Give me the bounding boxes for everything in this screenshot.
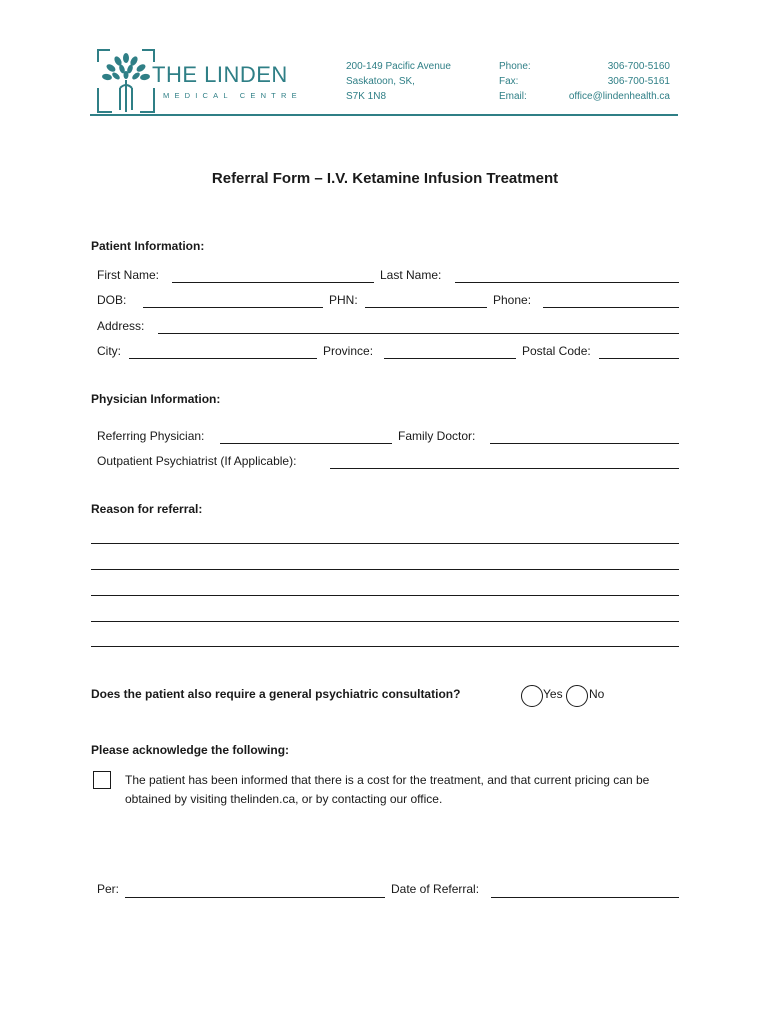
email-label: Email: <box>499 91 527 102</box>
patient-phone-field[interactable] <box>543 307 679 308</box>
date-of-referral-field[interactable] <box>491 897 679 898</box>
per-label: Per: <box>97 882 120 896</box>
address-block <box>346 59 451 104</box>
address-field[interactable] <box>158 333 679 334</box>
reason-heading: Reason for referral: <box>91 502 203 516</box>
last-name-label: Last Name: <box>380 268 442 282</box>
consult-no-radio[interactable] <box>566 685 588 707</box>
postal-code-label: Postal Code: <box>522 344 591 358</box>
referring-physician-label: Referring Physician: <box>97 429 205 443</box>
patient-info-heading: Patient Information: <box>91 239 205 253</box>
consult-no-label: No <box>589 687 605 701</box>
consult-question: Does the patient also require a general psychiatric consultation? <box>91 687 461 701</box>
reason-line[interactable] <box>91 569 679 570</box>
acknowledge-heading: Please acknowledge the following: <box>91 743 290 757</box>
phn-field[interactable] <box>365 307 487 308</box>
date-of-referral-label: Date of Referral: <box>391 882 480 896</box>
dob-field[interactable] <box>143 307 323 308</box>
last-name-field[interactable] <box>455 282 679 283</box>
address-line: 200-149 Pacific Avenue <box>346 61 451 72</box>
postal-code-field[interactable] <box>599 358 679 359</box>
fax-label: Fax: <box>499 76 519 87</box>
city-field[interactable] <box>129 358 317 359</box>
contact-values <box>520 59 670 104</box>
phone-label: Phone: <box>499 61 531 72</box>
fax-value: 306-700-5161 <box>607 76 670 87</box>
email-value: office@lindenhealth.ca <box>568 91 670 102</box>
dob-label: DOB: <box>97 293 127 307</box>
physician-info-heading: Physician Information: <box>91 392 221 406</box>
phone-value: 306-700-5160 <box>607 61 670 72</box>
province-field[interactable] <box>384 358 516 359</box>
reason-line[interactable] <box>91 543 679 544</box>
province-label: Province: <box>323 344 374 358</box>
address-line: S7K 1N8 <box>346 91 387 102</box>
address-line: Saskatoon, SK, <box>346 76 415 87</box>
form-title: Referral Form – I.V. Ketamine Infusion Treatment <box>211 170 559 187</box>
header-divider <box>90 114 678 116</box>
address-label: Address: <box>97 319 145 333</box>
psychiatrist-field[interactable] <box>330 468 679 469</box>
consult-yes-label: Yes <box>543 687 563 701</box>
phn-label: PHN: <box>329 293 358 307</box>
family-doctor-label: Family Doctor: <box>398 429 476 443</box>
logo-wordmark: THE LINDEN <box>152 62 288 87</box>
reason-line[interactable] <box>91 621 679 622</box>
reason-line[interactable] <box>91 646 679 647</box>
reason-line[interactable] <box>91 595 679 596</box>
patient-phone-label: Phone: <box>493 293 532 307</box>
per-field[interactable] <box>125 897 385 898</box>
acknowledge-checkbox[interactable] <box>93 771 111 789</box>
family-doctor-field[interactable] <box>490 443 679 444</box>
first-name-label: First Name: <box>97 268 160 282</box>
psychiatrist-label: Outpatient Psychiatrist (If Applicable): <box>97 454 297 468</box>
city-label: City: <box>97 344 121 358</box>
first-name-field[interactable] <box>172 282 374 283</box>
referring-physician-field[interactable] <box>220 443 392 444</box>
consult-yes-radio[interactable] <box>521 685 543 707</box>
logo-subtitle: MEDICAL CENTRE <box>163 91 302 100</box>
acknowledge-text: The patient has been informed that there is a cost for the treatment, and that current pricing can be obtained by visiting thelinden.ca, or by contacting our office. <box>125 773 650 806</box>
